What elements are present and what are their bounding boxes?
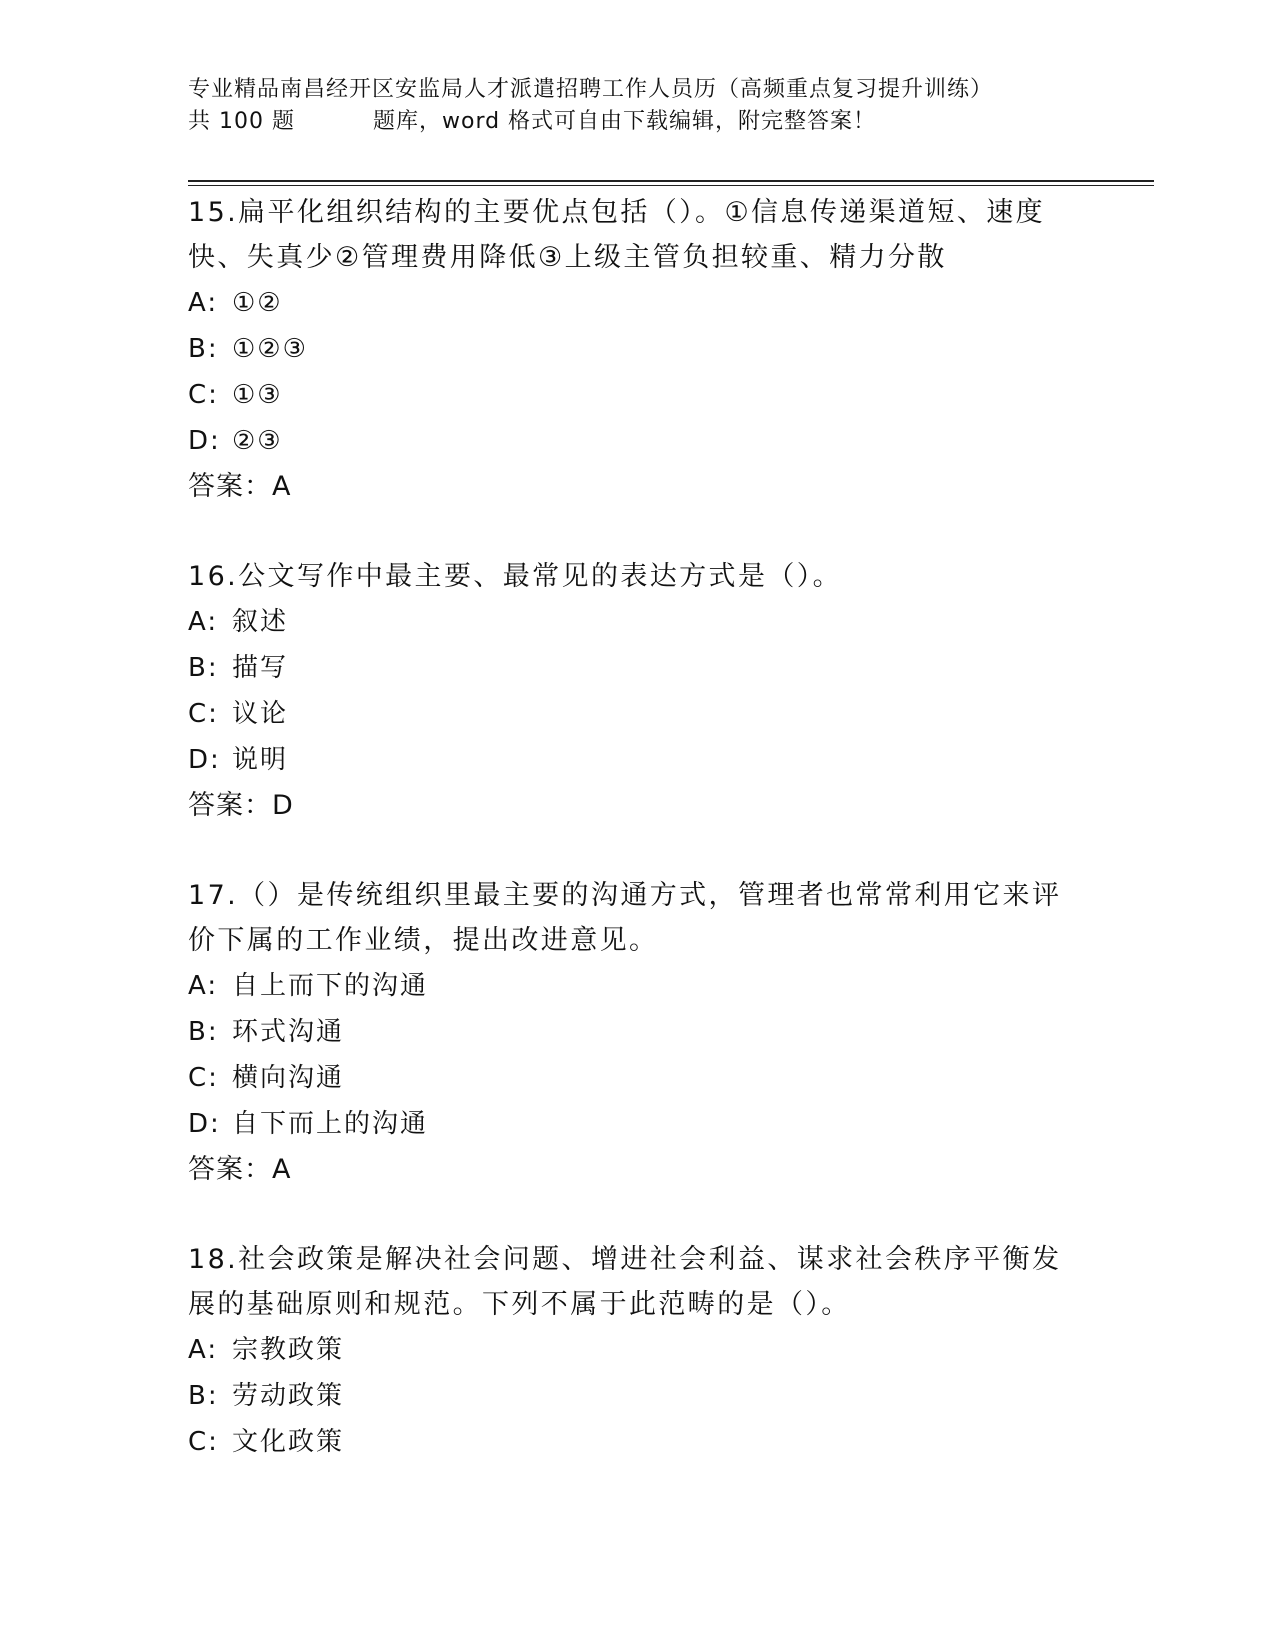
option-text: 议论 [232, 699, 289, 729]
option-text: 自下而上的沟通 [232, 1109, 429, 1139]
header-title: 专业精品南昌经开区安监局人才派遣招聘工作人员历（高频重点复习提升训练） [188, 77, 994, 102]
option-c [188, 1055, 1088, 1101]
option-a [188, 280, 1088, 326]
question-15 [188, 190, 1088, 510]
option-c [188, 372, 1088, 418]
option-letter: B: [188, 1017, 219, 1047]
option-text: ②③ [232, 426, 283, 456]
question-spacer [188, 1193, 1088, 1237]
option-letter: B: [188, 334, 219, 364]
option-c [188, 691, 1088, 737]
question-16 [188, 554, 1088, 829]
option-letter: A: [188, 1335, 219, 1365]
option-a [188, 599, 1088, 645]
option-letter: B: [188, 1381, 219, 1411]
option-text: 宗教政策 [232, 1335, 345, 1365]
option-b [188, 645, 1088, 691]
option-c [188, 1419, 1088, 1465]
option-a [188, 963, 1088, 1009]
option-text: 文化政策 [232, 1427, 345, 1457]
question-stem: 18.社会政策是解决社会问题、增进社会利益、谋求社会秩序平衡发展的基础原则和规范。下列不属于此范畴的是（）。 [188, 1244, 1062, 1320]
question-stem: 16.公文写作中最主要、最常见的表达方式是（）。 [188, 561, 843, 592]
option-d [188, 1101, 1088, 1147]
option-text: 劳动政策 [232, 1381, 345, 1411]
question-list [188, 190, 1088, 1465]
option-letter: B: [188, 653, 219, 683]
question-spacer [188, 829, 1088, 873]
option-letter: C: [188, 1063, 219, 1093]
option-letter: C: [188, 1427, 219, 1457]
header-rule-thin [188, 185, 1154, 186]
answer-line: 答案：A [188, 471, 292, 502]
option-text: 横向沟通 [232, 1063, 345, 1093]
option-letter: D: [188, 1109, 221, 1139]
question-17 [188, 873, 1088, 1193]
question-18 [188, 1237, 1088, 1465]
option-text: ①②③ [232, 334, 308, 364]
option-b [188, 326, 1088, 372]
option-text: ①② [232, 288, 283, 318]
option-text: 描写 [232, 653, 289, 683]
option-text: 叙述 [232, 607, 289, 637]
answer-line: 答案：D [188, 790, 294, 821]
option-letter: A: [188, 971, 219, 1001]
option-text: 说明 [232, 745, 289, 775]
option-d [188, 737, 1088, 783]
option-letter: C: [188, 699, 219, 729]
option-letter: D: [188, 745, 221, 775]
option-text: ①③ [232, 380, 283, 410]
option-b [188, 1009, 1088, 1055]
option-text: 环式沟通 [232, 1017, 345, 1047]
option-letter: A: [188, 607, 219, 637]
option-d [188, 418, 1088, 464]
document-header [188, 74, 1088, 138]
option-letter: A: [188, 288, 219, 318]
header-question-count: 共 100 题 [188, 109, 295, 134]
question-spacer [188, 510, 1088, 554]
option-b [188, 1373, 1088, 1419]
option-text: 自上而下的沟通 [232, 971, 429, 1001]
option-a [188, 1327, 1088, 1373]
question-stem: 15.扁平化组织结构的主要优点包括（）。①信息传递渠道短、速度快、失真少②管理费用降低③上级主管负担较重、精力分散 [188, 197, 1046, 273]
answer-line: 答案：A [188, 1154, 292, 1185]
header-subtitle [188, 106, 1088, 138]
question-stem: 17.（）是传统组织里最主要的沟通方式，管理者也常常利用它来评价下属的工作业绩，提出改进意见。 [188, 880, 1062, 956]
option-letter: C: [188, 380, 219, 410]
header-download-note: 题库，word 格式可自由下载编辑，附完整答案！ [372, 109, 877, 134]
header-rule-thick [188, 180, 1154, 182]
option-letter: D: [188, 426, 221, 456]
